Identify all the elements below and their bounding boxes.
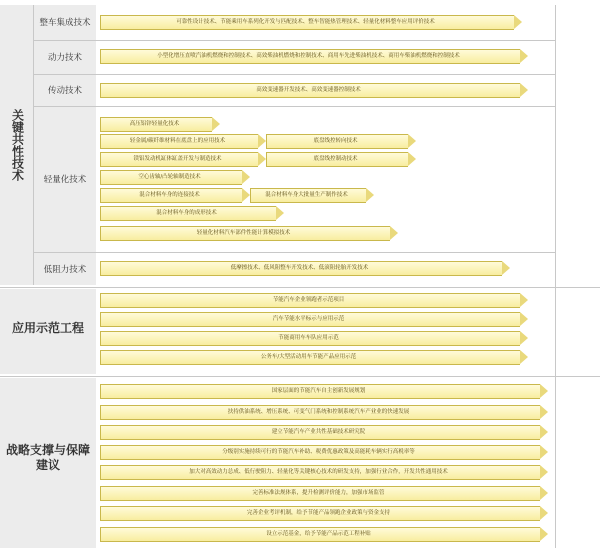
divider [33, 40, 555, 41]
arrow-text: 高压铝锌轻量化技术 [129, 121, 180, 127]
arrow-lightweight [100, 226, 390, 241]
section-title-application [2, 318, 94, 338]
divider [33, 106, 555, 107]
section-title-key-tech [4, 90, 30, 200]
arrow-lightweight [266, 134, 408, 149]
arrow-application [100, 312, 520, 327]
row-label-text: 整车集成技术 [39, 18, 91, 28]
arrow-text: 小型化增压直喷汽油机燃烧和控制技术、高效柴油机燃烧和控制技术、商用车先进柴油机技术、商用车柴油机燃烧和控制技术 [157, 53, 460, 59]
arrow-text: 节能商用车车队应用示范 [278, 335, 339, 341]
arrow-lightweight [266, 152, 408, 167]
arrow-low-resistance [100, 261, 502, 276]
section-title-text: 应用示范工程 [11, 320, 84, 335]
arrow-text: 分级别实施持续可行的节能汽车补助、税费优惠政策及高能耗车辆实行高税率等 [222, 449, 415, 455]
row-label [36, 83, 94, 97]
arrow-strategy [100, 506, 540, 521]
arrow-transmission [100, 83, 520, 98]
arrow-strategy [100, 465, 540, 480]
arrow-strategy [100, 384, 540, 399]
section-title-text: 关键共性技术 [10, 109, 25, 181]
arrow-text: 混合材料车身的连接技术 [139, 192, 200, 198]
section-title-text: 战略支撑与保障建议 [6, 443, 91, 472]
arrow-strategy [100, 527, 540, 542]
divider-right [555, 5, 556, 548]
arrow-strategy [100, 486, 540, 501]
arrow-text: 可靠性设计技术、节能乘用车系列化开发与匹配技术、整车智能热管理技术、轻量化材料整车应用评价技术 [176, 19, 435, 25]
arrow-lightweight [100, 188, 242, 203]
arrow-lightweight [100, 152, 258, 167]
row-label [36, 50, 94, 64]
arrow-lightweight [100, 170, 242, 185]
row-label [36, 15, 94, 29]
arrow-strategy [100, 445, 540, 460]
arrow-text: 轻金属/碳纤维材料在底盘上的应用技术 [129, 138, 226, 144]
arrow-text: 完善标准法规体系，提升检测评价能力，加强市场监管 [252, 490, 385, 496]
arrow-text: 节能汽车企业领跑者示范项目 [272, 297, 345, 303]
arrow-vehicle-integration [100, 15, 514, 30]
arrow-text: 公务车/大型活动用车节能产品应用示范 [260, 354, 357, 360]
row-label [36, 172, 94, 186]
arrow-strategy [100, 405, 540, 420]
arrow-lightweight [100, 206, 276, 221]
row-label-text: 轻量化技术 [43, 175, 87, 185]
arrow-text: 设立示范基金，给予节能产品示范工程补贴 [266, 531, 371, 537]
arrow-lightweight [100, 117, 212, 132]
arrow-text: 高效变速器开发技术、高效变速器控制技术 [256, 87, 361, 93]
arrow-text: 轻量化材料汽车部件性能计算模拟技术 [196, 230, 291, 236]
divider [33, 74, 555, 75]
arrow-strategy [100, 425, 540, 440]
divider [33, 252, 555, 253]
arrow-text: 混合材料车身大批量生产制作技术 [265, 192, 348, 198]
row-label [36, 262, 94, 276]
arrow-application [100, 331, 520, 346]
arrow-text: 低摩擦技术、低风阻整车开发技术、低滚阻轮胎开发技术 [230, 265, 369, 271]
arrow-powertrain [100, 49, 520, 64]
section-title-strategy [6, 440, 90, 476]
divider-vertical [33, 5, 34, 285]
arrow-text: 国家层面的节能汽车自主创新发展规划 [271, 388, 366, 394]
arrow-text: 汽车节能水平标示与应用示范 [272, 316, 345, 322]
arrow-lightweight [100, 134, 258, 149]
row-label-text: 动力技术 [47, 53, 82, 63]
divider [0, 376, 600, 377]
arrow-text: 底盘线控转向技术 [313, 138, 358, 144]
divider [0, 287, 600, 288]
arrow-text: 加大对高效动力总成、低行驶阻力、轻量化等关键核心技术的研发支持，加强行业合作，开发共性通用技术 [189, 469, 448, 475]
arrow-text: 扶持供油系统、增压系统、可变气门系统和控制系统汽车产业业的快速发展 [227, 409, 410, 415]
arrow-lightweight [250, 188, 366, 203]
arrow-text: 完善企业考评机制，给予节能产品领跑企业政策与资金支持 [246, 510, 390, 516]
row-label-text: 传动技术 [47, 86, 82, 96]
arrow-application [100, 293, 520, 308]
arrow-text: 底盘线控制动技术 [313, 156, 358, 162]
arrow-application [100, 350, 520, 365]
arrow-text: 空心齿轴/凸轮轴制造技术 [138, 174, 201, 180]
arrow-text: 建立节能汽车产业共性基础技术研究院 [271, 429, 366, 435]
arrow-text: 镁铝发动机缸体缸盖开发与制造技术 [133, 156, 222, 162]
arrow-text: 混合材料车身的成形技术 [156, 210, 217, 216]
row-label-text: 低阻力技术 [43, 265, 87, 275]
